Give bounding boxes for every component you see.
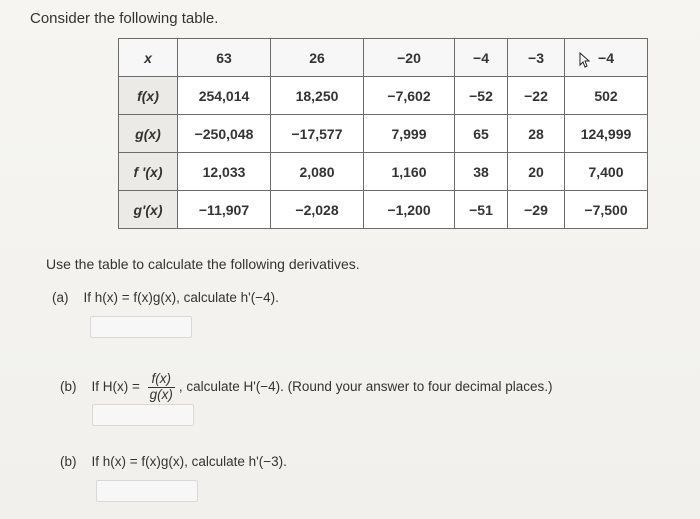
table-cell: −7,602 <box>364 77 455 115</box>
table-cell: −29 <box>508 191 565 229</box>
table-cell: 38 <box>455 153 508 191</box>
problem-prompt: Consider the following table. <box>30 10 219 27</box>
table-cell: 12,033 <box>178 153 271 191</box>
table-header-cell: −3 <box>508 39 565 77</box>
table-cell: 2,080 <box>271 153 364 191</box>
answer-b-input[interactable] <box>92 404 194 426</box>
answer-a-input[interactable] <box>90 316 192 338</box>
question-text-pre: If H(x) = <box>91 378 140 394</box>
table-cell: 20 <box>508 153 565 191</box>
instruction-text: Use the table to calculate the following derivatives. <box>46 256 360 272</box>
question-text-post: , calculate H'(−4). (Round your answer to four decimal places.) <box>178 378 553 394</box>
fraction <box>148 372 175 403</box>
table-cell: 28 <box>508 115 565 153</box>
values-table <box>118 38 648 229</box>
table-cell: −51 <box>455 191 508 229</box>
table-row-f <box>119 77 648 115</box>
table-row-fprime <box>119 153 648 191</box>
table-header-cell: 63 <box>178 39 271 77</box>
table-cell: −52 <box>455 77 508 115</box>
question-text: If h(x) = f(x)g(x), calculate h'(−4). <box>83 290 279 305</box>
row-label: f(x) <box>119 77 178 115</box>
mouse-cursor-icon <box>578 52 592 68</box>
table-row-g <box>119 115 648 153</box>
table-cell: −17,577 <box>271 115 364 153</box>
row-label: f '(x) <box>119 153 178 191</box>
question-b <box>60 372 553 403</box>
question-a <box>52 290 279 305</box>
table-cell: −22 <box>508 77 565 115</box>
fraction-denominator: g(x) <box>149 386 173 402</box>
table-cell: 124,999 <box>565 115 648 153</box>
table-cell: 502 <box>565 77 648 115</box>
table-header-cell: −20 <box>364 39 455 77</box>
table-cell: 65 <box>455 115 508 153</box>
table-cell: −7,500 <box>565 191 648 229</box>
table-cell: 7,999 <box>364 115 455 153</box>
table-cell: −11,907 <box>178 191 271 229</box>
answer-c-input[interactable] <box>96 480 198 502</box>
table-cell: −250,048 <box>178 115 271 153</box>
table-cell: 1,160 <box>364 153 455 191</box>
table-header-x: x <box>119 39 178 77</box>
question-marker: (b) <box>60 454 77 469</box>
table-header-cell: −4 <box>565 39 648 77</box>
table-row-gprime <box>119 191 648 229</box>
table-cell: −1,200 <box>364 191 455 229</box>
table-header-row <box>119 39 648 77</box>
table-cell: −2,028 <box>271 191 364 229</box>
row-label: g(x) <box>119 115 178 153</box>
question-marker: (a) <box>52 290 69 305</box>
table-header-cell: −4 <box>455 39 508 77</box>
row-label: g'(x) <box>119 191 178 229</box>
fraction-numerator: f(x) <box>148 372 175 388</box>
table-cell: 18,250 <box>271 77 364 115</box>
question-c <box>60 454 287 469</box>
question-text: If h(x) = f(x)g(x), calculate h'(−3). <box>91 454 287 469</box>
question-marker: (b) <box>60 378 77 394</box>
table-cell: 254,014 <box>178 77 271 115</box>
table-header-cell: 26 <box>271 39 364 77</box>
table-cell: 7,400 <box>565 153 648 191</box>
